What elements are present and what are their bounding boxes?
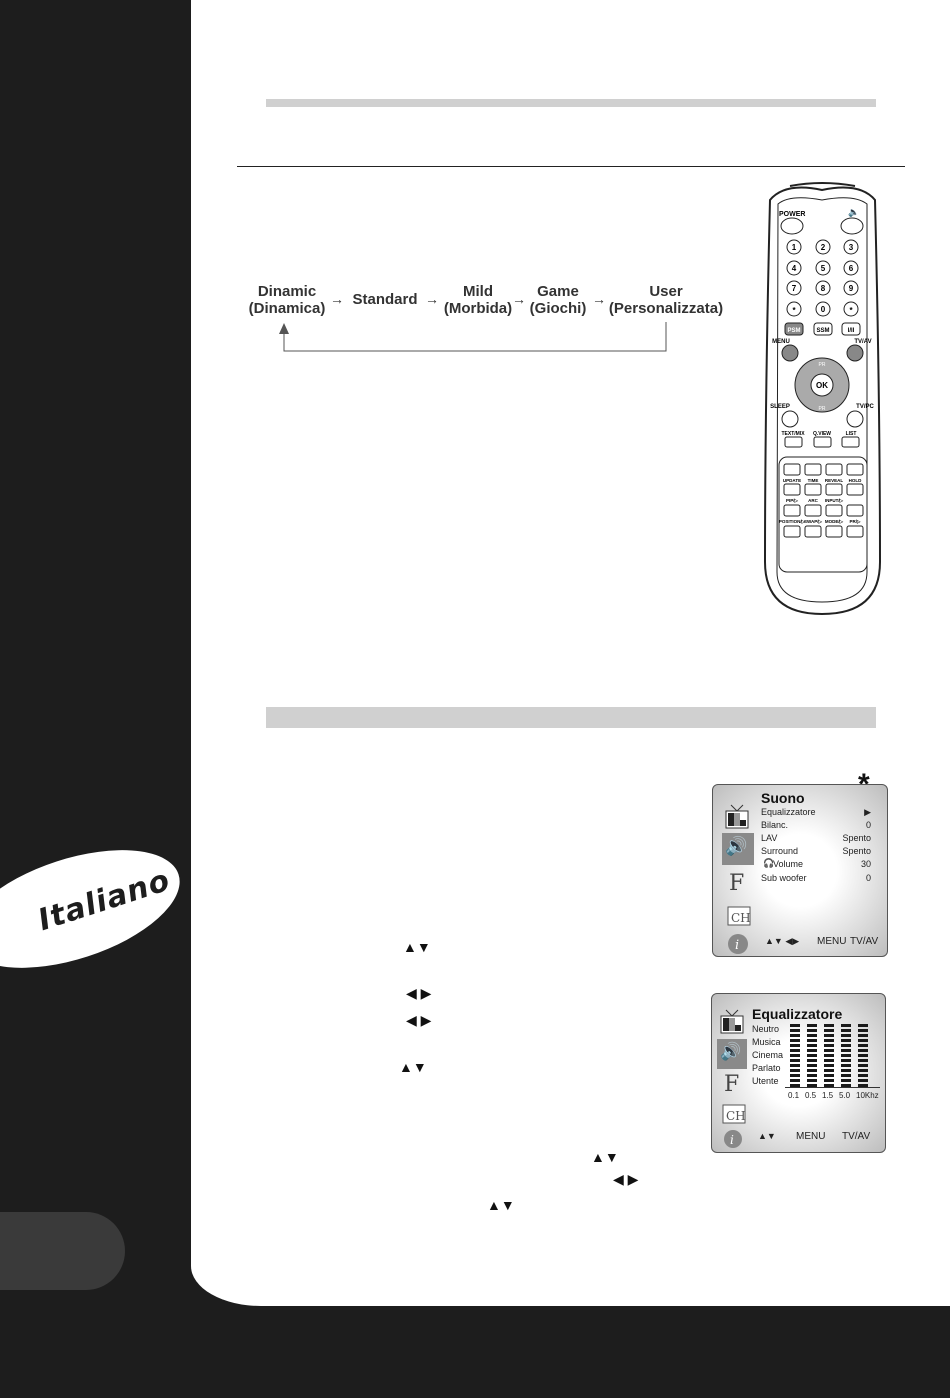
svg-text:i: i: [735, 938, 740, 953]
svg-text:🔈: 🔈: [848, 208, 860, 218]
remote-control: [755, 182, 890, 622]
headphone-icon: 🎧: [763, 858, 775, 868]
svg-text:3: 3: [848, 243, 854, 252]
svg-text:PIP/▷: PIP/▷: [786, 498, 798, 503]
svg-text:ARC: ARC: [808, 498, 818, 503]
language-tab-label: Italiano: [33, 862, 175, 939]
svg-text:2: 2: [820, 243, 826, 252]
svg-text:SWAP/▷: SWAP/▷: [804, 519, 822, 524]
menu-row-value: Spento: [842, 846, 871, 856]
svg-text:UPDATE: UPDATE: [782, 478, 802, 483]
eq-band-bar: [790, 1024, 800, 1089]
svg-text:9: 9: [848, 284, 854, 293]
updown-symbol: ▲▼: [403, 939, 431, 955]
info-icon: [722, 1128, 750, 1153]
flow-arrow: →: [592, 291, 606, 307]
svg-text:1: 1: [791, 243, 797, 252]
svg-text:TEXT/MIX: TEXT/MIX: [781, 431, 805, 437]
info-icon: [726, 932, 754, 957]
channel-icon: [725, 901, 753, 929]
leftright-symbol: ◀ ▶: [406, 985, 432, 1001]
speaker-icon: 🔊: [725, 836, 748, 856]
svg-text:6: 6: [848, 264, 854, 273]
eq-band-label: 0.5: [805, 1091, 817, 1100]
menu-row-value: 0: [865, 820, 871, 830]
eq-baseline: [785, 1087, 880, 1088]
menu-footer-menu: MENU: [817, 936, 847, 947]
flow-arrow: →: [425, 291, 439, 307]
leftright-symbol: ◀ ▶: [406, 1012, 432, 1028]
svg-text:OK: OK: [816, 381, 828, 390]
eq-band-label: 5.0: [839, 1091, 851, 1100]
svg-text:MENU: MENU: [772, 339, 790, 345]
updown-symbol: ▲▼: [487, 1197, 515, 1213]
svg-text:PSM: PSM: [787, 328, 801, 334]
svg-text:SLEEP: SLEEP: [770, 404, 790, 410]
mode-mild: Mild (Morbida): [443, 283, 513, 317]
svg-text:7: 7: [791, 284, 797, 293]
section-rule: [237, 166, 905, 167]
eq-preset[interactable]: Musica: [752, 1037, 781, 1047]
svg-text:MODE/▷: MODE/▷: [824, 519, 844, 524]
svg-text:PR: PR: [818, 362, 826, 368]
eq-band-bar: [807, 1024, 817, 1089]
svg-text:POSITION/▷: POSITION/▷: [778, 519, 806, 524]
svg-text:PR: PR: [818, 406, 826, 412]
menu-row-label[interactable]: Bilanc.: [761, 820, 789, 830]
menu-footer-menu: MENU: [796, 1131, 826, 1142]
eq-band-bar: [824, 1024, 834, 1089]
menu-row-value: 0: [865, 873, 871, 883]
svg-text:TV/PC: TV/PC: [856, 404, 874, 410]
svg-text:*: *: [849, 306, 853, 315]
eq-band-label: 1.5: [822, 1091, 834, 1100]
menu-footer-nav: ▲▼: [758, 1131, 776, 1141]
svg-text:*: *: [792, 306, 796, 315]
sound-menu-screen: [712, 784, 888, 957]
menu-footer-nav: ▲▼ ◀▶: [765, 936, 800, 946]
menu-footer-tvav: TV/AV: [842, 1131, 871, 1142]
svg-text:REVEAL: REVEAL: [824, 478, 844, 483]
svg-text:LIST: LIST: [845, 431, 857, 437]
picture-tv-icon: [723, 803, 751, 831]
flow-arrow: →: [512, 291, 526, 307]
mode-standard: Standard: [352, 291, 418, 308]
flow-arrow: →: [330, 291, 344, 307]
svg-text:8: 8: [820, 284, 826, 293]
mode-dinamic: Dinamic (Dinamica): [248, 283, 326, 317]
menu-row-label[interactable]: Sub woofer: [761, 873, 807, 883]
svg-text:Q.VIEW: Q.VIEW: [812, 431, 832, 437]
section-bar-sound: [266, 707, 876, 728]
flow-loop-arrow: [276, 318, 676, 358]
eq-band-label: 10Khz: [856, 1091, 879, 1100]
function-icon: F: [724, 1072, 740, 1097]
eq-preset[interactable]: Neutro: [752, 1024, 780, 1034]
eq-band-bar: [858, 1024, 868, 1089]
leftright-symbol: ◀ ▶: [613, 1171, 639, 1187]
updown-symbol: ▲▼: [591, 1149, 619, 1165]
svg-text:TV/AV: TV/AV: [854, 339, 872, 345]
svg-text:TIME: TIME: [807, 478, 819, 483]
svg-text:5: 5: [820, 264, 826, 273]
eq-menu-title: Equalizzatore: [752, 1006, 843, 1022]
function-icon: F: [729, 871, 745, 896]
mode-game: Game (Giochi): [529, 283, 587, 317]
equalizer-menu-screen: [711, 993, 886, 1153]
svg-text:HOLD: HOLD: [848, 478, 862, 483]
section-bar-top: [266, 99, 876, 107]
menu-row-label[interactable]: LAV: [761, 833, 778, 843]
picture-tv-icon: [718, 1008, 746, 1036]
svg-text:i: i: [730, 1133, 734, 1147]
menu-row-label[interactable]: Volume: [773, 859, 804, 869]
eq-band-label: 0.1: [788, 1091, 800, 1100]
svg-text:PR/▷: PR/▷: [849, 519, 861, 524]
channel-icon: [720, 1099, 748, 1127]
menu-row-label[interactable]: Equalizzatore: [761, 807, 816, 817]
svg-text:INPUT/▷: INPUT/▷: [824, 498, 844, 503]
eq-preset[interactable]: Parlato: [752, 1063, 781, 1073]
eq-preset[interactable]: Utente: [752, 1076, 779, 1086]
page-number-tab: [0, 1212, 125, 1290]
eq-band-bar: [841, 1024, 851, 1089]
mode-user: User (Personalizzata): [608, 283, 724, 317]
svg-text:SSM: SSM: [816, 328, 830, 334]
menu-row-value: Spento: [842, 833, 871, 843]
eq-preset[interactable]: Cinema: [752, 1050, 784, 1060]
svg-text:0: 0: [820, 305, 826, 314]
sound-menu-title: Suono: [761, 790, 805, 806]
svg-text:I/II: I/II: [847, 328, 855, 334]
updown-symbol: ▲▼: [399, 1059, 427, 1075]
svg-text:POWER: POWER: [779, 211, 806, 218]
svg-text:CH: CH: [731, 911, 751, 925]
speaker-icon: 🔊: [720, 1042, 742, 1061]
menu-row-value: 30: [860, 859, 871, 869]
menu-footer-tvav: TV/AV: [850, 936, 879, 947]
svg-text:CH: CH: [726, 1109, 746, 1123]
menu-row-value: ▶: [864, 807, 871, 817]
svg-text:4: 4: [791, 264, 797, 273]
menu-row-label[interactable]: Surround: [761, 846, 799, 856]
